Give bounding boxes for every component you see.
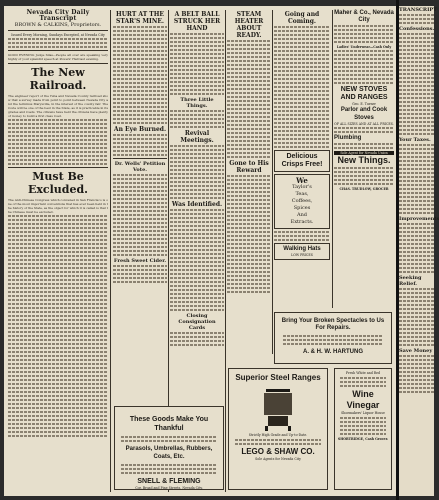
goods-item: Spices [293, 205, 311, 211]
ad-walking-title: Walking Hats [283, 246, 321, 252]
column-1 [8, 10, 108, 492]
headline-was-identified: Was Identified. [171, 201, 223, 208]
headline-closing-cards: Closing Consignation Cards [178, 313, 216, 331]
ad-spectacles-firm: A. & H. W. HARTUNG [303, 349, 363, 355]
ad-parlor-cook: Parlor and Cook Stoves [340, 107, 388, 121]
headline-hurt-at-mine: HURT AT THE STAR'S MINE. [116, 11, 164, 25]
headline-gone-to-reward: Gone to His Reward [229, 160, 269, 174]
ad-ranges-line: Sole Agents for Nevada City [255, 457, 301, 461]
headline-going-coming: Going and Coming. [284, 11, 320, 25]
headline-steam-heater: STEAM HEATER ABOUT READY. [234, 11, 264, 39]
adjacent-page [399, 6, 439, 496]
ad-thankful-title: These Goods Make You Thankful [129, 416, 209, 432]
ad-thankful-address: Cor. Broad and Pine Streets, Nevada City. [135, 486, 203, 490]
headline-must-be-excluded: Must Be Excluded. [27, 170, 89, 196]
ad-plumbing: Plumbing [334, 135, 362, 141]
ad-maher-sub: Ladies' Underwear—Cash Only [336, 45, 392, 49]
headline-eye-burned: An Eye Burned. [113, 126, 167, 133]
ad-wine-vinegar [334, 368, 392, 490]
goods-item: Extracts. [290, 219, 314, 225]
ad-delicious-title: Delicious Crisps Free! [281, 153, 323, 168]
ad-grocer-name: CHAS. TRUDLOW, GROCER [339, 187, 389, 191]
ad-turner-name: Geo. E. Turner [352, 102, 376, 106]
ad-ranges-sub: Strictly High Grade and Up-to-Date. [248, 433, 308, 437]
ad-ranges-title: Superior Steel Ranges [235, 373, 321, 382]
goods-item: Taylor's [292, 184, 312, 190]
adjacent-headline-improvements: Improvements [399, 216, 439, 222]
adjacent-masthead: TRANSCRIPT [399, 7, 437, 13]
column-5 [274, 10, 330, 354]
article-new-railroad: The engineer report of the Yuba and Nevada County railroad show that a survey made from point to point between Nevada City and the terminus Marysville, in the interest of the county fair. The route will be one of the best in the State, as it is practicable in its grades and roads. The citizens have held the citizens have plenty of money to build a first class road. [8, 94, 108, 118]
masthead-issue-line: Issued Every Morning, Sundays Excepted, at Nevada City [11, 33, 105, 37]
headline-revival-meetings: Revival Meetings. [180, 130, 214, 144]
stove-illustration [258, 385, 298, 431]
headline-new-railroad: The New Railroad. [29, 66, 87, 92]
goods-item: And [296, 212, 308, 218]
ad-thankful-body: Parasols, Umbrellas, Rubbers, Coats, Etc. [125, 446, 213, 460]
adjacent-headline-taxes: Your Taxes. [399, 137, 431, 143]
ad-fresh-line: Fresh White and Red [345, 371, 381, 375]
ad-stock-line: OF ALL SIZES AND AT ALL PRICES. [334, 122, 394, 126]
adjacent-headline-confessions: Confessions. [399, 26, 435, 32]
adjacent-headline-save-money: Save Money [399, 348, 433, 354]
ad-cash-grocer: SHORTRIDGE, Cash Grocer. [337, 437, 389, 441]
column-6 [334, 10, 394, 306]
ad-new-things: New Things. [337, 155, 391, 165]
article-must-be-excluded: The Anti-Chinese Congress which convened in San Francisco is one of the most important conventions that has ever been held in the history of the State, as the object for which it is called is that the Chinese must be excluded. [8, 198, 108, 214]
ad-stoves-headline: NEW STOVES AND RANGES [340, 86, 388, 101]
newspaper-page [4, 6, 396, 496]
ad-thankful-firm: SNELL & FLEMING [137, 478, 201, 485]
masthead-publishers: BROWN & CALKINS, Proprietors. [14, 22, 102, 28]
headline-belt-ball: A BELT BALL STRUCK HER HAND [173, 11, 221, 32]
ad-we-sell: We [296, 176, 308, 185]
ad-ranges-firm: LEGO & SHAW CO. [241, 447, 315, 456]
masthead-title: Nevada City Daily Transcript [26, 9, 90, 22]
ad-maher-title: Maher & Co., Nevada City [334, 10, 394, 23]
ad-spectacles-title: Bring Your Broken Spectacles to Us For Repairs. [281, 318, 385, 331]
ad-spectacles [274, 312, 392, 364]
ad-steel-ranges [228, 368, 328, 490]
headline-petition-vote: Dr. Wells' Petition Vote. [114, 161, 166, 173]
adjacent-headline-relief: Seeking Relief. [399, 275, 422, 287]
headline-three-little-things: Three Little Things. [180, 97, 214, 109]
ad-teas-coffees [274, 174, 330, 229]
headline-sweet-cider: Fresh Sweet Cider. [113, 258, 167, 264]
ad-wine-vinegar-title: Wine Vinegar [346, 389, 380, 410]
ad-delicious-crisps [274, 150, 330, 172]
ad-thankful-goods [114, 406, 224, 490]
editorial-intro: GOOD EVENING Judge Silas—People all over are speaking very highly of your splendid speech at Powers' Hall last evening. [8, 53, 108, 61]
goods-item: Coffees, [291, 198, 313, 204]
ad-liquor-house: Shoemakers' Liquor House [341, 411, 385, 415]
ad-walking-hats [274, 243, 330, 260]
ad-walking-price: LOW PRICES [291, 253, 313, 257]
ad-agent-banner: Sole Agent for Nevada Union [334, 151, 394, 155]
goods-item: Teas, [295, 191, 309, 197]
